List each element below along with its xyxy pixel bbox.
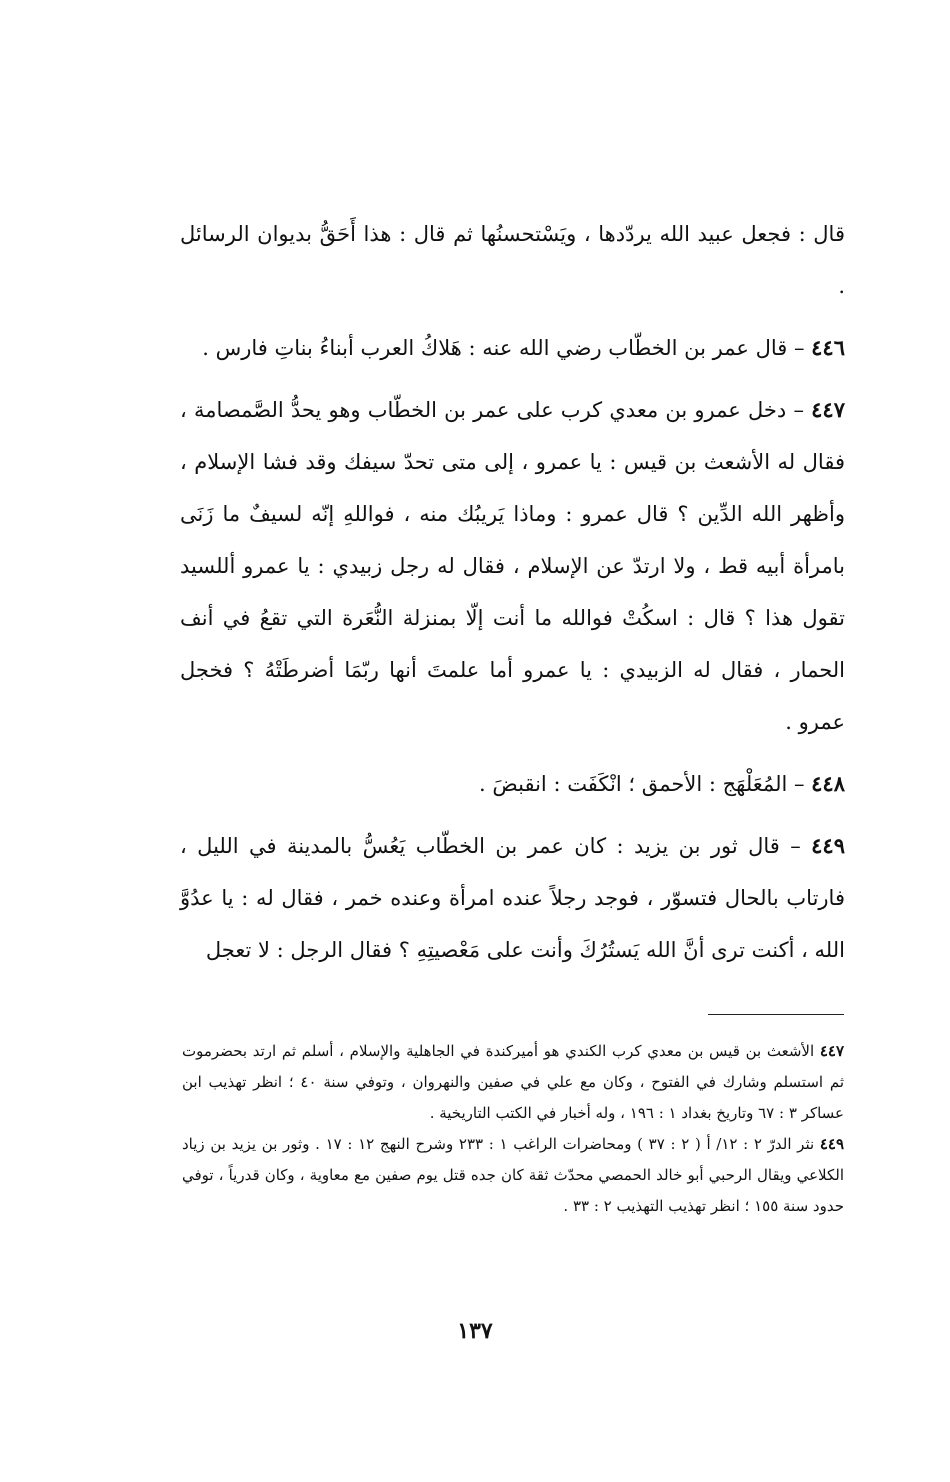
footnotes — [182, 1036, 844, 1222]
paragraph-text: قال : فجعل عبيد الله يردّدها ، ويَسْتحسنُها ثم قال : هذا أَحَقُّ بديوان الرسائل . — [180, 222, 845, 298]
entry-text: – دخل عمرو بن معدي كرب على عمر بن الخطّاب وهو يحدُّ الصَّمصامة ، فقال له الأشعث بن قيس : يا عمرو ، إلى متى تحدّ سيفك وقد فشا الإسلام ، وأظهر الله الدِّين ؟ قال عمرو : وماذا يَريبُك منه ، فواللهِ إنّه لسيفٌ ما زَنَى بامرأة أبيه قط ، ولا ارتدّ عن الإسلام ، فقال له رجل زبيدي : يا عمرو أللسيد تقول هذا ؟ قال : اسكُتْ فوالله ما أنت إلّا بمنزلة النُّعَرة التي تقعُ في أنف الحمار ، فقال له الزبيدي : يا عمرو أما علمتَ أنها ربّمَا أضرطَتْهُ ؟ فخجل عمرو . — [180, 398, 845, 734]
entry-446 — [180, 322, 845, 374]
page-number: ١٣٧ — [457, 1318, 493, 1344]
entry-number: ٤٤٨ — [811, 771, 845, 796]
entry-text: – قال عمر بن الخطّاب رضي الله عنه : هَلاكُ العرب أبناءُ بناتِ فارس . — [202, 336, 812, 360]
entry-449 — [180, 820, 845, 976]
main-text — [180, 208, 845, 976]
entry-448 — [180, 758, 845, 810]
footnote-449 — [182, 1129, 844, 1222]
entry-447 — [180, 384, 845, 748]
footnote-divider — [708, 1014, 844, 1015]
entry-number: ٤٤٧ — [811, 397, 845, 422]
footnote-number: ٤٤٧ — [819, 1042, 844, 1060]
entry-text: – المُعَلْهَج : الأحمق ؛ انْكَفَت : انقبضَ . — [479, 772, 812, 796]
footnote-text: نثر الدرّ ٢ : ١٢/ أ ( ٢ : ٣٧ ) ومحاضرات الراغب ١ : ٢٣٣ وشرح النهج ١٢ : ١٧ . وثور بن يزيد بن زياد الكلاعي ويقال الرحبي أبو خالد الحمصي محدّث ثقة كان جده قتل يوم صفين مع معاوية ، وكان قدرياً ، توفي حدود سنة ١٥٥ ؛ انظر تهذيب التهذيب ٢ : ٣٣ . — [182, 1135, 844, 1215]
paragraph-continuation — [180, 208, 845, 312]
entry-number: ٤٤٦ — [811, 335, 845, 360]
footnote-447 — [182, 1036, 844, 1129]
footnote-text: الأشعث بن قيس بن معدي كرب الكندي هو أميركندة في الجاهلية والإسلام ، أسلم ثم ارتد بحضرموت ثم استسلم وشارك في الفتوح ، وكان مع علي في صفين والنهروان ، وتوفي سنة ٤٠ ؛ انظر تهذيب ابن عساكر ٣ : ٦٧ وتاريخ بغداد ١ : ١٩٦ ، وله أخبار في الكتب التاريخية . — [182, 1042, 844, 1122]
entry-number: ٤٤٩ — [811, 833, 845, 858]
entry-text: – قال ثور بن يزيد : كان عمر بن الخطّاب يَعُسُّ بالمدينة في الليل ، فارتاب بالحال فتسوّر ، فوجد رجلاً عنده امرأة وعنده خمر ، فقال له : يا عدُوَّ الله ، أكنت ترى أنَّ الله يَستُرُكَ وأنت على مَعْصيتِهِ ؟ فقال الرجل : لا تعجل — [180, 834, 845, 962]
footnote-number: ٤٤٩ — [819, 1135, 844, 1153]
